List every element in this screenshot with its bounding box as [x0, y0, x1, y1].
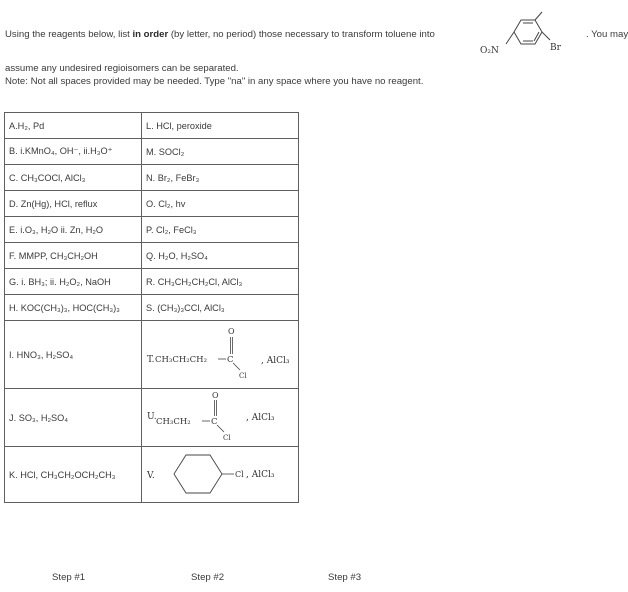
reagent-R: R. CH₃CH₂CH₂Cl, AlCl₃ — [142, 269, 299, 295]
reagent-table — [4, 112, 299, 503]
svg-text:CH₃CH₂: CH₃CH₂ — [156, 416, 191, 427]
reagent-S: S. (CH₃)₃CCl, AlCl₃ — [142, 295, 299, 321]
reagent-O: O. Cl₂, hv — [142, 191, 299, 217]
nitro-group-label: O₂N — [480, 46, 499, 56]
step-1-label: Step #1 — [52, 572, 86, 583]
reagent-H: H. KOC(CH₃)₃, HOC(CH₃)₃ — [5, 295, 142, 321]
reagent-N: N. Br₂, FeBr₃ — [142, 165, 299, 191]
reagent-Q: Q. H₂O, H₂SO₄ — [142, 243, 299, 269]
svg-text:C: C — [211, 416, 218, 427]
svg-text:C: C — [227, 354, 234, 365]
reagent-K: K. HCl, CH₃CH₂OCH₂CH₃ — [5, 447, 142, 503]
reagent-L: L. HCl, peroxide — [142, 113, 299, 139]
reagent-E: E. i.O₃, H₂O ii. Zn, H₂O — [5, 217, 142, 243]
svg-text:, AlCl₃: , AlCl₃ — [246, 412, 275, 423]
svg-text:U.: U. — [147, 411, 157, 422]
reagent-A: A.H₂, Pd — [5, 113, 142, 139]
svg-text:Cl: Cl — [239, 371, 247, 380]
svg-text:Cl: Cl — [235, 469, 244, 479]
question-text-line1: Using the reagents below, list in order (by letter, no period) those necessary to transform toluene into — [5, 29, 435, 40]
svg-text:, AlCl₃: , AlCl₃ — [246, 469, 275, 480]
cyclohexyl-chloride-structure-V — [146, 448, 296, 500]
bromo-label: Br — [550, 43, 561, 53]
svg-text:T.: T. — [147, 354, 155, 365]
reagent-V — [142, 447, 299, 503]
reagent-J: J. SO₃, H₂SO₄ — [5, 389, 142, 447]
in-order-emphasis: in order — [132, 29, 169, 40]
svg-text:CH₃CH₂CH₂: CH₃CH₂CH₂ — [155, 354, 207, 365]
acyl-chloride-structure-T — [146, 323, 296, 385]
reagent-F: F. MMPP, CH₃CH₂OH — [5, 243, 142, 269]
reagent-B: B. i.KMnO₄, OH⁻, ii.H₃O⁺ — [5, 139, 142, 165]
question-text-tail: . You may — [586, 29, 628, 40]
acyl-chloride-structure-U — [146, 390, 296, 444]
target-molecule-structure — [478, 14, 588, 64]
svg-text:, AlCl₃: , AlCl₃ — [261, 355, 290, 366]
question-note: Note: Not all spaces provided may be needed. Type "na" in any space where you have no reagent. — [5, 76, 424, 87]
step-3-label: Step #3 — [328, 572, 362, 583]
reagent-G: G. i. BH₃; ii. H₂O₂, NaOH — [5, 269, 142, 295]
reagent-M: M. SOCl₂ — [142, 139, 299, 165]
reagent-U — [142, 389, 299, 447]
svg-text:Cl: Cl — [223, 433, 231, 442]
svg-text:V.: V. — [147, 470, 155, 481]
reagent-T — [142, 321, 299, 389]
svg-text:O: O — [228, 326, 235, 336]
reagent-P: P. Cl₂, FeCl₃ — [142, 217, 299, 243]
reagent-D: D. Zn(Hg), HCl, reflux — [5, 191, 142, 217]
question-text-line2: assume any undesired regioisomers can be separated. — [5, 63, 239, 74]
reagent-C: C. CH₃COCl, AlCl₃ — [5, 165, 142, 191]
svg-text:O: O — [212, 390, 219, 400]
reagent-I: I. HNO₃, H₂SO₄ — [5, 321, 142, 389]
step-2-label: Step #2 — [191, 572, 225, 583]
